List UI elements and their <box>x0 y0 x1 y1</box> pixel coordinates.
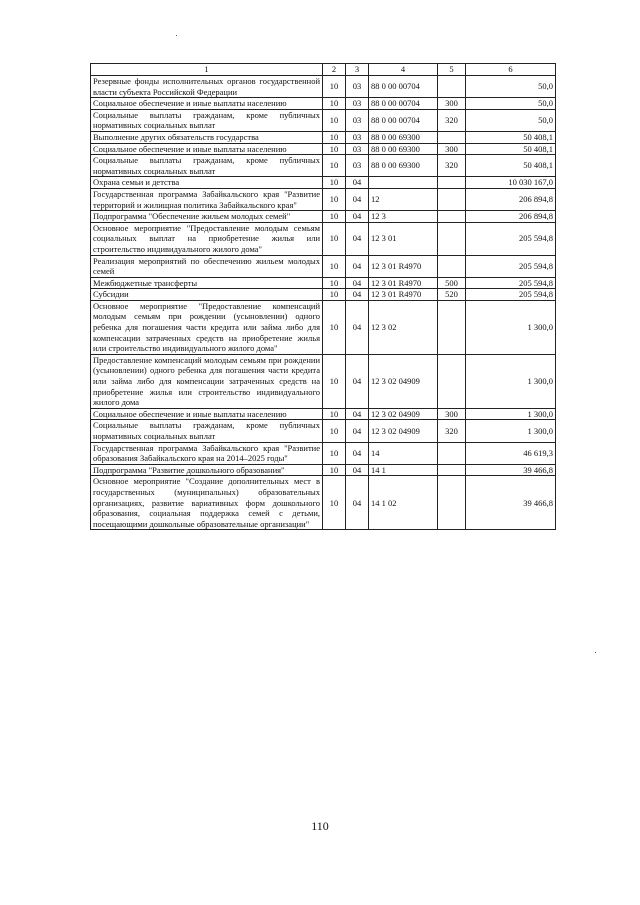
page-number: 110 <box>311 819 329 833</box>
cell-vr <box>438 442 466 464</box>
cell-rz: 10 <box>323 155 346 177</box>
cell-csr: 12 3 01 R4970 <box>369 277 438 289</box>
table-row <box>91 476 556 530</box>
cell-pr: 03 <box>346 109 369 131</box>
cell-vr: 320 <box>438 155 466 177</box>
column-header: 5 <box>438 64 466 76</box>
column-header: 1 <box>91 64 323 76</box>
column-header-row <box>91 64 556 76</box>
cell-name: Основное мероприятие "Создание дополнительных мест в государственных (муниципальных) образовательных организациях, развитие вариативных форм дошкольного образования, социальная поддержка семей с детьми, посещающими дошкольные образовательные организации" <box>91 476 323 530</box>
cell-vr <box>438 255 466 277</box>
cell-rz: 10 <box>323 300 346 354</box>
column-header: 3 <box>346 64 369 76</box>
cell-sum: 1 300,0 <box>466 408 556 420</box>
column-header: 2 <box>323 64 346 76</box>
cell-vr: 500 <box>438 277 466 289</box>
cell-sum: 50 408,1 <box>466 131 556 143</box>
table-row <box>91 277 556 289</box>
cell-vr: 300 <box>438 408 466 420</box>
cell-rz: 10 <box>323 464 346 476</box>
cell-sum: 1 300,0 <box>466 420 556 442</box>
cell-sum: 10 030 167,0 <box>466 177 556 189</box>
cell-rz: 10 <box>323 277 346 289</box>
scan-speck <box>595 652 596 653</box>
cell-sum: 1 300,0 <box>466 300 556 354</box>
column-header: 4 <box>369 64 438 76</box>
cell-sum: 46 619,3 <box>466 442 556 464</box>
cell-csr: 88 0 00 69300 <box>369 155 438 177</box>
cell-rz: 10 <box>323 289 346 301</box>
cell-vr <box>438 300 466 354</box>
cell-rz: 10 <box>323 222 346 255</box>
cell-vr <box>438 177 466 189</box>
cell-rz: 10 <box>323 143 346 155</box>
cell-name: Социальные выплаты гражданам, кроме публичных нормативных социальных выплат <box>91 420 323 442</box>
cell-rz: 10 <box>323 442 346 464</box>
cell-rz: 10 <box>323 476 346 530</box>
cell-csr: 12 3 <box>369 211 438 223</box>
cell-csr: 14 1 02 <box>369 476 438 530</box>
cell-sum: 1 300,0 <box>466 354 556 408</box>
cell-name: Предоставление компенсаций молодым семьям при рождении (усыновлении) одного ребенка для погашения части кредита или займа либо для компенсации затраченных средств на приобретение жилья или строительство индивидуального жилого дома <box>91 354 323 408</box>
cell-rz: 10 <box>323 420 346 442</box>
cell-vr <box>438 354 466 408</box>
cell-name: Резервные фонды исполнительных органов государственной власти субъекта Российской Федерации <box>91 76 323 98</box>
table-row <box>91 408 556 420</box>
cell-name: Государственная программа Забайкальского края "Развитие образования Забайкальского края на 2014–2025 годы" <box>91 442 323 464</box>
cell-csr: 12 3 02 <box>369 300 438 354</box>
cell-name: Государственная программа Забайкальского края "Развитие территорий и жилищная политика Забайкальского края" <box>91 188 323 210</box>
cell-csr: 12 3 01 R4970 <box>369 255 438 277</box>
cell-name: Охрана семьи и детства <box>91 177 323 189</box>
cell-pr: 04 <box>346 289 369 301</box>
cell-rz: 10 <box>323 131 346 143</box>
cell-csr: 14 <box>369 442 438 464</box>
cell-csr: 12 3 02 04909 <box>369 408 438 420</box>
cell-rz: 10 <box>323 188 346 210</box>
cell-sum: 50 408,1 <box>466 143 556 155</box>
cell-csr: 88 0 00 00704 <box>369 109 438 131</box>
cell-rz: 10 <box>323 76 346 98</box>
cell-vr: 320 <box>438 420 466 442</box>
cell-vr <box>438 131 466 143</box>
cell-csr: 12 3 02 04909 <box>369 420 438 442</box>
cell-rz: 10 <box>323 177 346 189</box>
cell-pr: 04 <box>346 177 369 189</box>
scan-speck <box>176 35 177 36</box>
cell-csr: 88 0 00 00704 <box>369 76 438 98</box>
cell-pr: 04 <box>346 222 369 255</box>
table-row <box>91 255 556 277</box>
cell-sum: 205 594,8 <box>466 255 556 277</box>
cell-pr: 04 <box>346 255 369 277</box>
cell-pr: 04 <box>346 277 369 289</box>
table-row <box>91 76 556 98</box>
cell-vr: 520 <box>438 289 466 301</box>
cell-csr: 88 0 00 00704 <box>369 98 438 110</box>
cell-name: Реализация мероприятий по обеспечению жильем молодых семей <box>91 255 323 277</box>
cell-pr: 04 <box>346 476 369 530</box>
cell-name: Социальные выплаты гражданам, кроме публичных нормативных социальных выплат <box>91 155 323 177</box>
cell-pr: 04 <box>346 464 369 476</box>
cell-vr <box>438 464 466 476</box>
table-row <box>91 300 556 354</box>
table-row <box>91 211 556 223</box>
cell-rz: 10 <box>323 109 346 131</box>
cell-sum: 205 594,8 <box>466 277 556 289</box>
cell-csr: 12 3 02 04909 <box>369 354 438 408</box>
cell-pr: 04 <box>346 188 369 210</box>
cell-rz: 10 <box>323 98 346 110</box>
cell-sum: 50 408,1 <box>466 155 556 177</box>
budget-table <box>90 63 556 530</box>
cell-pr: 04 <box>346 442 369 464</box>
cell-pr: 03 <box>346 98 369 110</box>
cell-vr <box>438 222 466 255</box>
cell-sum: 206 894,8 <box>466 188 556 210</box>
cell-vr <box>438 76 466 98</box>
cell-name: Социальное обеспечение и иные выплаты населению <box>91 143 323 155</box>
table-row <box>91 155 556 177</box>
table-row <box>91 109 556 131</box>
cell-pr: 04 <box>346 300 369 354</box>
cell-vr <box>438 476 466 530</box>
cell-name: Подпрограмма "Развитие дошкольного образования" <box>91 464 323 476</box>
cell-name: Социальное обеспечение и иные выплаты населению <box>91 408 323 420</box>
cell-csr: 12 <box>369 188 438 210</box>
table-row <box>91 177 556 189</box>
cell-sum: 50,0 <box>466 109 556 131</box>
cell-sum: 50,0 <box>466 98 556 110</box>
cell-pr: 03 <box>346 131 369 143</box>
table-row <box>91 420 556 442</box>
cell-rz: 10 <box>323 211 346 223</box>
cell-name: Основное мероприятие "Предоставление молодым семьям социальных выплат на приобретение жилья или строительство индивидуального жилого дома" <box>91 222 323 255</box>
cell-vr: 320 <box>438 109 466 131</box>
cell-vr: 300 <box>438 143 466 155</box>
cell-csr: 88 0 00 69300 <box>369 131 438 143</box>
table-row <box>91 131 556 143</box>
cell-rz: 10 <box>323 408 346 420</box>
cell-name: Основное мероприятие "Предоставление компенсаций молодым семьям при рождении (усыновлении) одного ребенка для погашения части кредита или займа либо для компенсации затраченных средств на приобретение жилья или строительство индивидуального жилого дома" <box>91 300 323 354</box>
cell-name: Подпрограмма "Обеспечение жильем молодых семей" <box>91 211 323 223</box>
cell-rz: 10 <box>323 255 346 277</box>
cell-pr: 03 <box>346 143 369 155</box>
cell-csr: 88 0 00 69300 <box>369 143 438 155</box>
table-row <box>91 442 556 464</box>
cell-name: Субсидии <box>91 289 323 301</box>
cell-csr <box>369 177 438 189</box>
cell-csr: 12 3 01 <box>369 222 438 255</box>
cell-sum: 39 466,8 <box>466 476 556 530</box>
cell-csr: 14 1 <box>369 464 438 476</box>
cell-rz: 10 <box>323 354 346 408</box>
table-row <box>91 222 556 255</box>
table-row <box>91 464 556 476</box>
cell-pr: 04 <box>346 354 369 408</box>
cell-name: Межбюджетные трансферты <box>91 277 323 289</box>
table-row <box>91 98 556 110</box>
column-header: 6 <box>466 64 556 76</box>
cell-pr: 04 <box>346 420 369 442</box>
cell-sum: 206 894,8 <box>466 211 556 223</box>
cell-csr: 12 3 01 R4970 <box>369 289 438 301</box>
cell-name: Выполнение других обязательств государства <box>91 131 323 143</box>
cell-vr <box>438 188 466 210</box>
cell-pr: 03 <box>346 155 369 177</box>
cell-name: Социальные выплаты гражданам, кроме публичных нормативных социальных выплат <box>91 109 323 131</box>
cell-sum: 39 466,8 <box>466 464 556 476</box>
cell-sum: 50,0 <box>466 76 556 98</box>
table-row <box>91 143 556 155</box>
table-row <box>91 188 556 210</box>
cell-pr: 03 <box>346 76 369 98</box>
table-row <box>91 289 556 301</box>
cell-vr <box>438 211 466 223</box>
table-row <box>91 354 556 408</box>
cell-vr: 300 <box>438 98 466 110</box>
cell-name: Социальное обеспечение и иные выплаты населению <box>91 98 323 110</box>
cell-sum: 205 594,8 <box>466 289 556 301</box>
cell-pr: 04 <box>346 408 369 420</box>
cell-pr: 04 <box>346 211 369 223</box>
cell-sum: 205 594,8 <box>466 222 556 255</box>
